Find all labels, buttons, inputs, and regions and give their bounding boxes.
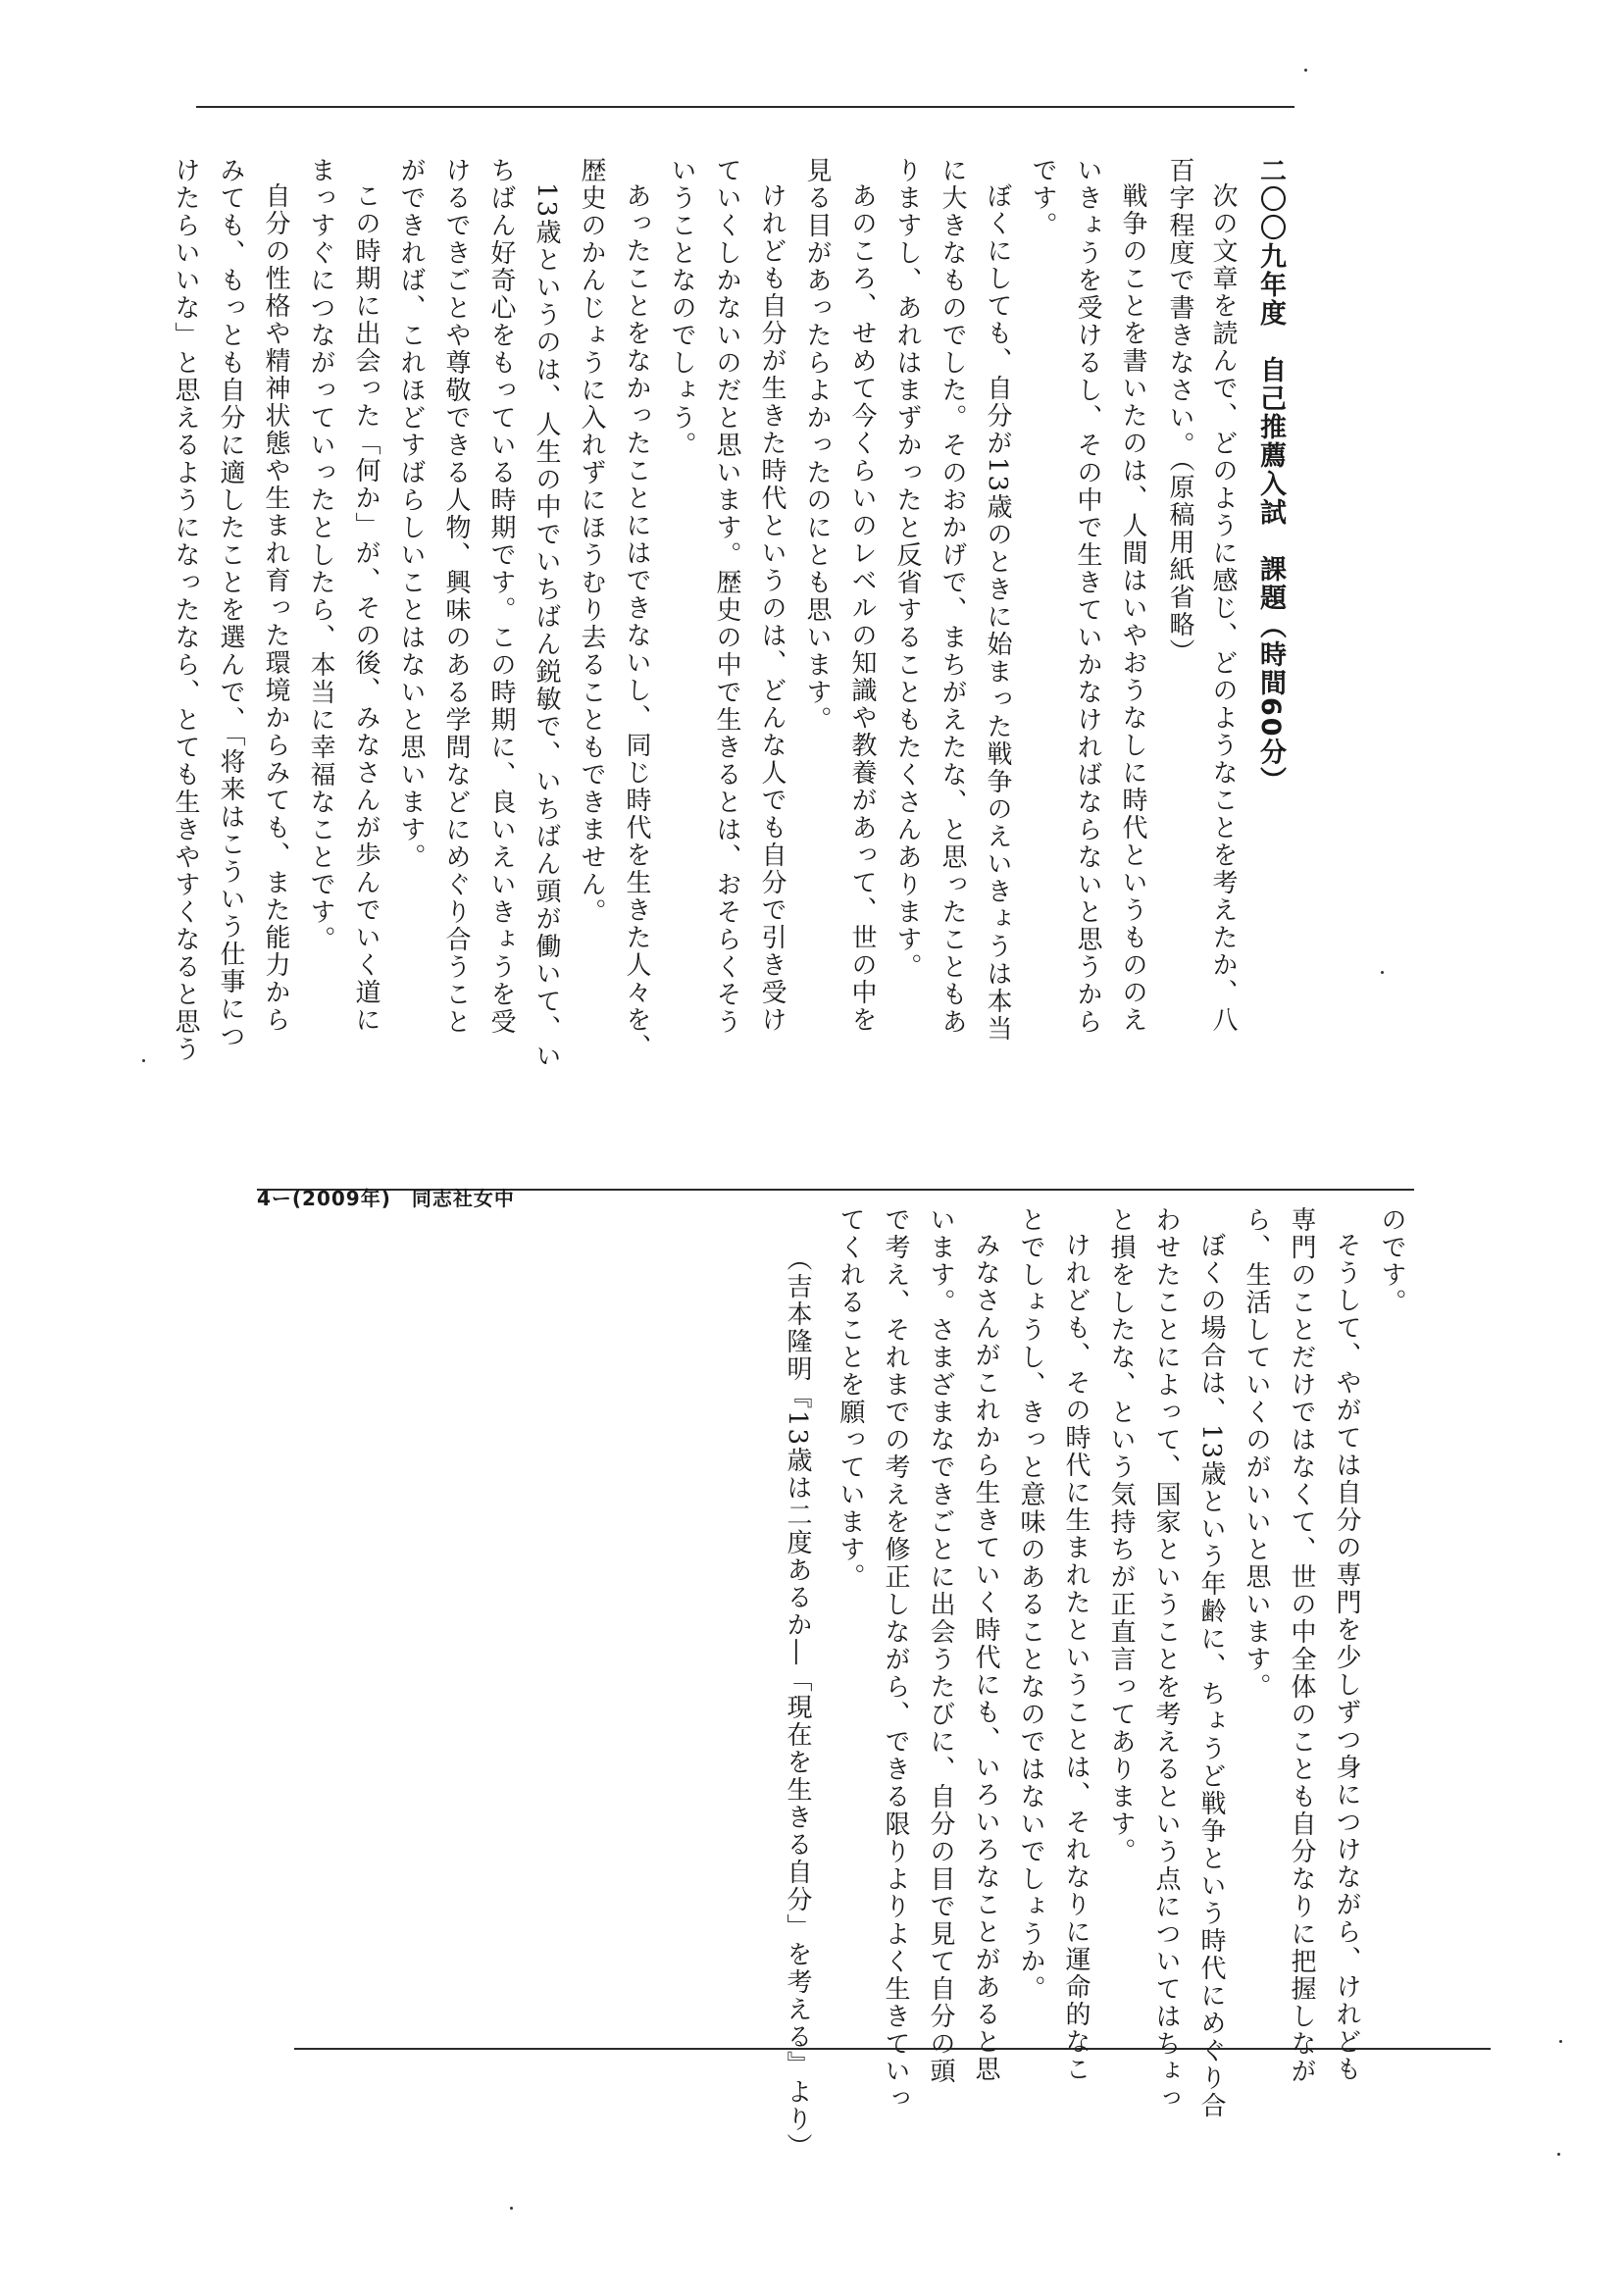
- passage-line: 13歳というのは、人生の中でいちばん鋭敏で、いちばん頭が働いて、い: [532, 182, 561, 1071]
- passage-line: ぼくの場合は、13歳という年齢に、ちょうど戦争という時代にめぐり合: [1196, 1232, 1226, 2120]
- passage-line: ら、生活していくのがいいと思います。: [1242, 1206, 1271, 1701]
- passage-line: に大きなものでした。そのおかげで、まちがえたな、と思ったこともあ: [938, 157, 967, 1036]
- passage-line: ちばん好奇心をもっている時期です。この時期に、良いえいきょうを受: [486, 157, 516, 1036]
- scan-speck: [1304, 69, 1307, 72]
- passage-line: りますし、あれはまずかったと反省することもたくさんあります。: [892, 157, 922, 981]
- passage-line: ぼくにしても、自分が13歳のときに始まった戦争のえいきょうは本当: [983, 182, 1012, 1044]
- passage-line: みても、もっとも自分に適したことを選んで、「将来はこういう仕事につ: [216, 157, 245, 1050]
- passage-line: あのころ、せめて今くらいのレベルの知識や教養があって、世の中を: [847, 182, 877, 1034]
- instruction-line-2: 百字程度で書きなさい。（原稿用紙省略）: [1165, 157, 1194, 666]
- page-footer: 4ー(2009年) 同志社女中: [257, 1187, 515, 1210]
- passage-line: います。さまざまなできごとに出会うたびに、自分の目で見て自分の頭: [926, 1206, 955, 2085]
- passage-line: けるできごとや尊敬できる人物、興味のある学問などにめぐり合うこと: [441, 157, 471, 1036]
- scan-speck: [1381, 971, 1384, 974]
- passage-line: けれども自分が生きた時代というのは、どんな人でも自分で引き受け: [757, 182, 787, 1034]
- rule-top: [196, 106, 1294, 108]
- passage-line: この時期に出会った「何か」が、その後、みなさんが歩んでいく道に: [351, 182, 381, 1034]
- passage-line: とでしょうし、きっと意味のあることなのではないでしょうか。: [1016, 1206, 1045, 2003]
- passage-line: で考え、それまでの考えを修正しながら、できる限りよりよく生きていっ: [881, 1206, 910, 2113]
- passage-line: みなさんがこれから生きていく時代にも、いろいろなことがあると思: [971, 1232, 1000, 2083]
- passage-line: ができれば、これほどすばらしいことはないと思います。: [396, 157, 426, 871]
- passage-line: 自分の性格や精神状態や生まれ育った環境からみても、また能力から: [261, 182, 290, 1034]
- passage-line: わせたことによって、国家ということを考えるという点についてはちょっ: [1151, 1206, 1181, 2113]
- passage-line: そうして、やがては自分の専門を少しずつ身につけながら、けれども: [1332, 1232, 1361, 2083]
- passage-line: と損をしたな、という気持ちが正直言ってあります。: [1106, 1206, 1136, 1865]
- scan-speck: [1559, 2040, 1562, 2043]
- source-citation: （吉本隆明『13歳は二度あるか―「現在を生きる自分」を考える』より）: [783, 1246, 812, 2162]
- passage-line: 戦争のことを書いたのは、人間はいやおうなしに時代というもののえ: [1118, 182, 1147, 1034]
- passage-line: いきょうを受けるし、その中で生きていかなければならないと思うから: [1073, 157, 1102, 1036]
- passage-line: けたらいいな」と思えるようになったなら、とても生きやすくなると思う: [171, 157, 200, 1063]
- scan-speck: [1557, 2153, 1560, 2156]
- passage-line: ていくしかないのだと思います。歴史の中で生きるとは、おそらくそう: [712, 157, 741, 1036]
- passage-line: いうことなのでしょう。: [667, 157, 696, 459]
- passage-line: 歴史のかんじょうに入れずにほうむり去ることもできません。: [577, 157, 606, 926]
- passage-line: のです。: [1377, 1206, 1406, 1316]
- instruction-line-1: 次の文章を読んで、どのように感じ、どのようなことを考えたか、八: [1208, 182, 1238, 1034]
- passage-line: 専門のことだけではなくて、世の中全体のことも自分なりに把握しなが: [1287, 1206, 1316, 2085]
- passage-line: 見る目があったらよかったのにとも思います。: [802, 157, 832, 734]
- scan-speck: [142, 1059, 145, 1062]
- passage-line: あったことをなかったことにはできないし、同じ時代を生きた人々を、: [622, 182, 651, 1061]
- exam-title: 二〇〇九年度 自己推薦入試 課題（時間60分）: [1255, 157, 1286, 795]
- passage-line: けれども、その時代に生まれたということは、それなりに運命的なこ: [1061, 1232, 1091, 2083]
- passage-line: てくれることを願っています。: [836, 1206, 865, 1591]
- scan-speck: [510, 2207, 513, 2210]
- passage-line: です。: [1028, 157, 1057, 239]
- passage-line: まっすぐにつながっていったとしたら、本当に幸福なことです。: [306, 157, 335, 953]
